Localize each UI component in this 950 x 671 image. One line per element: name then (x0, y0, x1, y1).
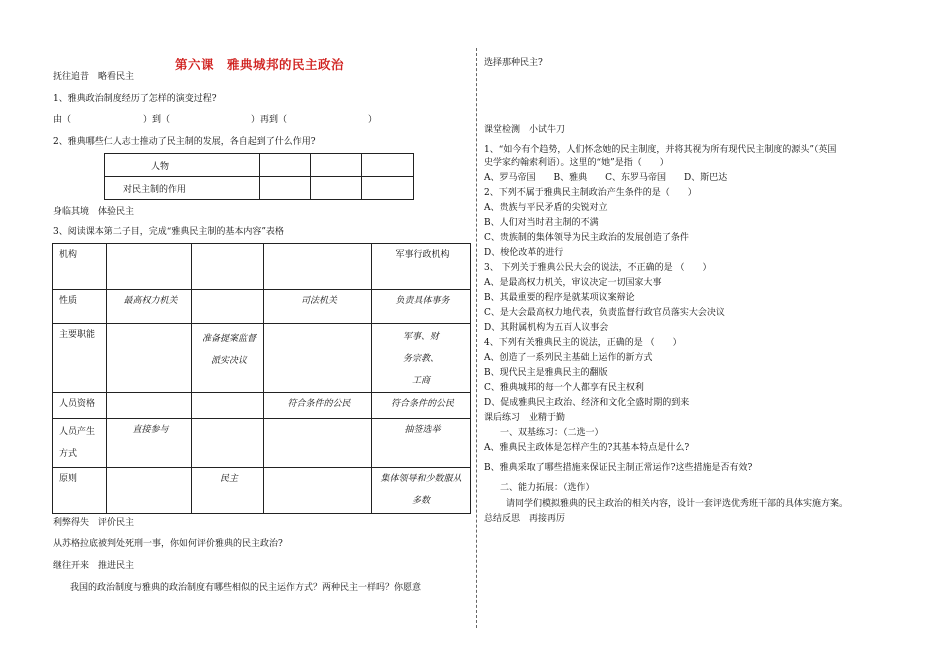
section-heading-6: 课后练习 业精于勤 (484, 413, 566, 423)
test-line: B、现代民主是雅典民主的翻版 (484, 368, 608, 378)
exercise-2-title: 二、能力拓展：（选作） (500, 483, 595, 493)
table-cell: 人员资格 (53, 393, 107, 419)
table-cell: 性质 (53, 290, 107, 324)
table-cell: 符合条件的公民 (264, 393, 372, 419)
test-line: B、人们对当时君主制的不满 (484, 218, 599, 228)
table-cell: 军事行政机构 (372, 244, 471, 290)
test-line: A、创造了一系列民主基础上运作的新方式 (484, 353, 653, 363)
section-heading-3: 利弊得失 评价民主 (53, 518, 135, 528)
table-cell: 民主 (192, 468, 264, 514)
exercise-2-text: 请同学们模拟雅典的民主政治的相关内容，设计一套评选优秀班干部的具体实施方案。 (506, 499, 849, 509)
question-1: 1、雅典政治制度经历了怎样的演变过程? (53, 94, 217, 104)
test-line: D、梭伦改革的进行 (484, 248, 564, 258)
table-cell: 集体领导和少数服从多数 (372, 468, 471, 514)
exercise-1-a: A、雅典民主政体是怎样产生的?其基本特点是什么? (484, 443, 690, 453)
question-3: 3、阅读课本第二子目，完成“雅典民主制的基本内容”表格 (53, 227, 284, 237)
table-cell: 对民主制的作用 (105, 177, 260, 200)
table-cell (362, 177, 414, 200)
test-line: 2、下列不属于雅典民主制政治产生条件的是（ ） (484, 188, 697, 198)
test-line: C、雅典城邦的每一个人都享有民主权利 (484, 383, 644, 393)
table-cell (264, 324, 372, 393)
table-cell: 负责具体事务 (372, 290, 471, 324)
table-cell (264, 244, 372, 290)
test-line: 1、“如今有个趋势，人们怀念她的民主制度，并将其视为所有现代民主制度的源头”（英国 (484, 145, 837, 155)
table-cell: 人员产生方式 (53, 419, 107, 468)
test-line: C、贵族制的集体领导为民主政治的发展创造了条件 (484, 233, 689, 243)
column-divider (476, 48, 477, 628)
closing-heading: 总结反思 再接再厉 (484, 514, 566, 524)
table-cell: 机构 (53, 244, 107, 290)
table-cell (192, 419, 264, 468)
table-cell (107, 244, 192, 290)
section-heading-4: 继往开来 推进民主 (53, 561, 135, 571)
exercise-1-title: 一、双基练习：（二选一） (500, 428, 604, 438)
test-line: D、其附属机构为五百人议事会 (484, 323, 609, 333)
table-cell (107, 324, 192, 393)
section-heading-5: 课堂检测 小试牛刀 (484, 125, 566, 135)
question-4: 从苏格拉底被判处死刑一事，你如何评价雅典的民主政治? (53, 539, 283, 549)
table-cell (311, 177, 362, 200)
table-cell: 符合条件的公民 (372, 393, 471, 419)
table-cell: 主要职能 (53, 324, 107, 393)
test-line: B、其最重要的程序是就某项议案辩论 (484, 293, 635, 303)
question-5-continued: 选择那种民主? (484, 58, 543, 68)
democracy-table (52, 243, 471, 514)
table-cell: 原则 (53, 468, 107, 514)
page-title: 第六课 雅典城邦的民主政治 (175, 57, 345, 72)
table-cell (107, 393, 192, 419)
test-line: C、是大会最高权力地代表，负责监督行政官员落实大会决议 (484, 308, 725, 318)
table-cell: 准备提案监督派实决议 (192, 324, 264, 393)
table-cell: 最高权力机关 (107, 290, 192, 324)
people-table (104, 153, 414, 200)
table-cell: 军事、财务宗教、工商 (372, 324, 471, 393)
question-1-blanks: 由（ ）到（ ）再到（ ） (53, 115, 378, 125)
exercise-1-b: B、雅典采取了哪些措施来保证民主制正常运作?这些措施是否有效? (484, 463, 753, 473)
test-line: A、是最高权力机关，审议决定一切国家大事 (484, 278, 662, 288)
table-cell: 人物 (105, 154, 260, 177)
test-line: D、促成雅典民主政治、经济和文化全盛时期的到来 (484, 398, 690, 408)
table-cell: 直接参与 (107, 419, 192, 468)
question-2: 2、雅典哪些仁人志士推动了民主制的发展，各自起到了什么作用? (53, 137, 316, 147)
table-cell (362, 154, 414, 177)
table-cell (260, 177, 311, 200)
test-line: A、罗马帝国 B、雅典 C、东罗马帝国 D、斯巴达 (484, 173, 728, 183)
test-line: A、贵族与平民矛盾的尖锐对立 (484, 203, 608, 213)
table-cell (192, 290, 264, 324)
table-cell (264, 468, 372, 514)
test-line: 4、下列有关雅典民主的说法，正确的是 （ ） (484, 338, 682, 348)
section-heading-2: 身临其境 体验民主 (53, 207, 135, 217)
table-cell (192, 244, 264, 290)
table-cell (192, 393, 264, 419)
test-line: 史学家约翰索利语）。这里的“她”是指（ ） (484, 158, 669, 168)
test-line: 3、 下列关于雅典公民大会的说法，不正确的是 （ ） (484, 263, 712, 273)
question-5: 我国的政治制度与雅典的政治制度有哪些相似的民主运作方式？两种民主一样吗？你愿意 (70, 583, 422, 593)
section-heading-1: 抚往追昔 略看民主 (53, 72, 135, 82)
table-cell (260, 154, 311, 177)
table-cell (107, 468, 192, 514)
table-cell (264, 419, 372, 468)
table-cell: 司法机关 (264, 290, 372, 324)
table-cell (311, 154, 362, 177)
table-cell: 抽签选举 (372, 419, 471, 468)
